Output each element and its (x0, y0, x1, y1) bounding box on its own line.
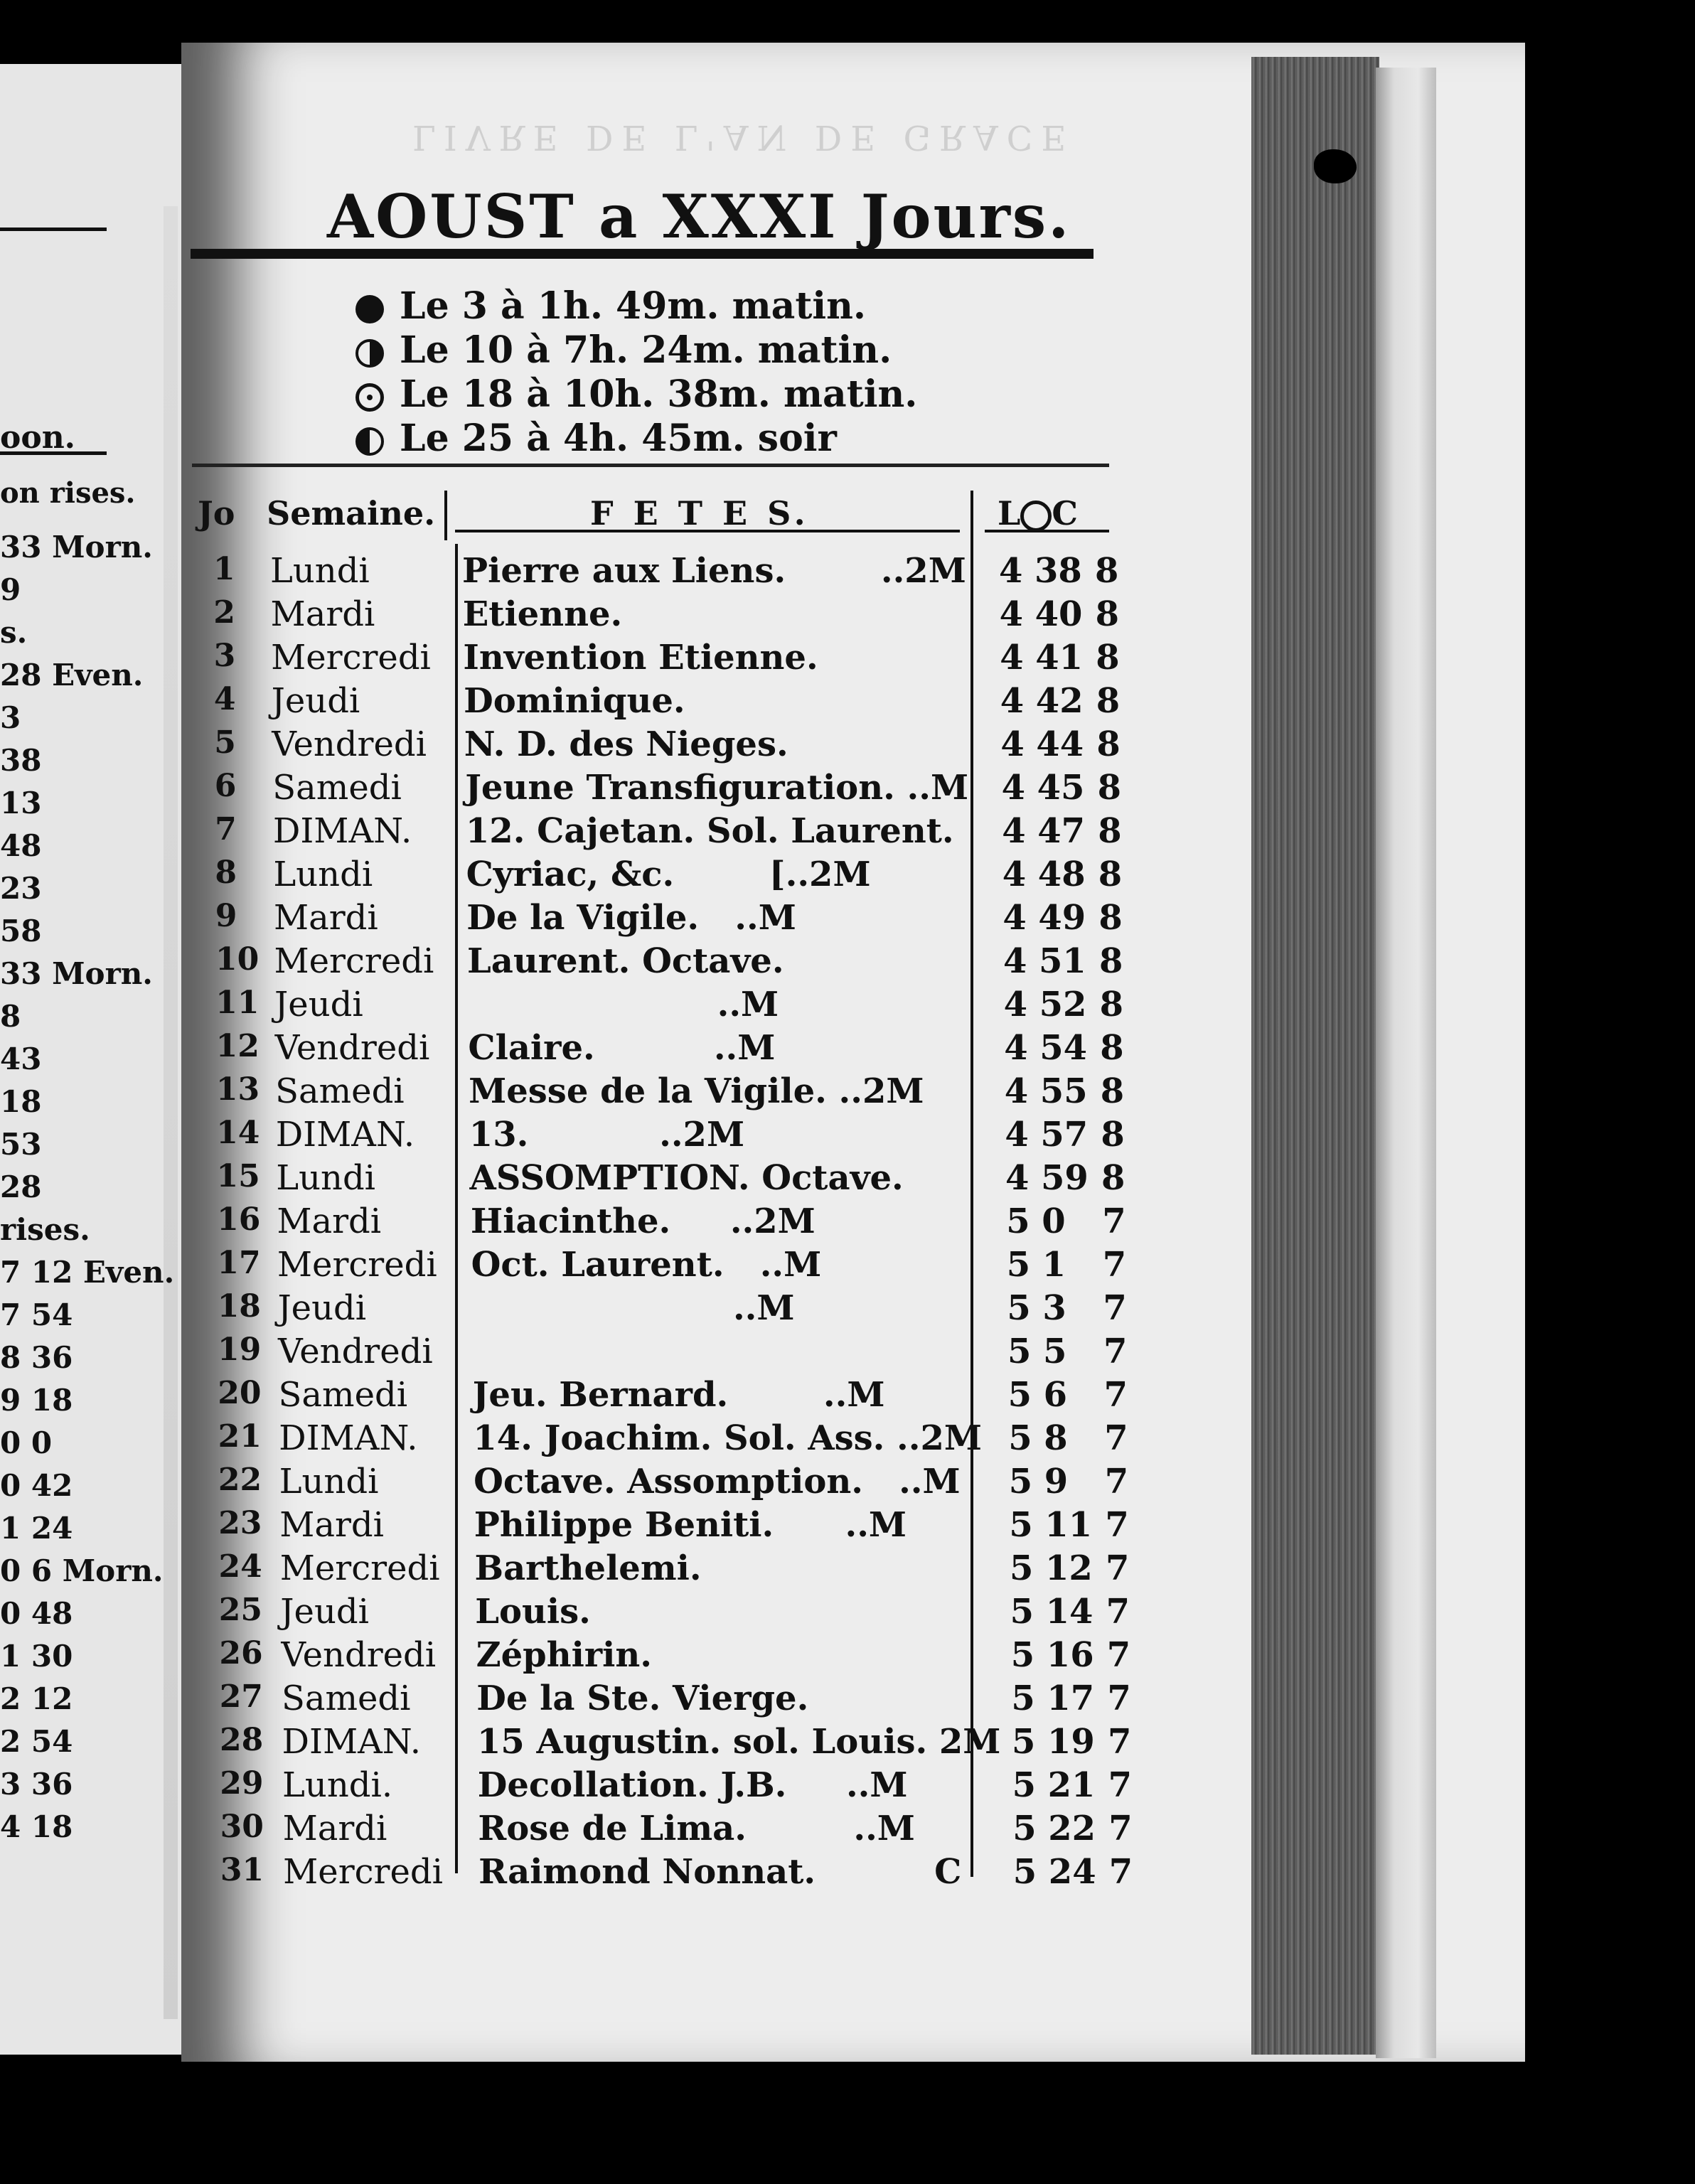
sunrise-hour: 5 (1012, 1765, 1036, 1805)
sunrise-hour: 5 (1006, 1201, 1030, 1241)
sunrise-hour: 5 (1007, 1288, 1031, 1328)
calendar-row (0, 1852, 1695, 1895)
sunrise-hour: 4 (1004, 1028, 1028, 1068)
day-number: 5 (214, 724, 236, 761)
calendar-row (0, 1505, 1695, 1548)
sunset-hour: 8 (1100, 1071, 1125, 1111)
calendar-row (0, 941, 1695, 984)
weekday-name: DIMAN. (272, 811, 412, 851)
week-column-header: Semaine. (267, 494, 436, 532)
sunset-hour: 7 (1108, 1809, 1133, 1848)
left-page-row: 7 54 (0, 1297, 73, 1332)
left-page-row: 8 (0, 999, 21, 1034)
sunset-hour: 8 (1096, 724, 1121, 764)
day-number: 4 (213, 681, 236, 717)
calendar-row (0, 681, 1695, 724)
weekday-name: Lundi. (282, 1765, 393, 1805)
weekday-name: Lundi (276, 1158, 376, 1198)
sunset-hour: 8 (1095, 551, 1119, 591)
sunrise-minute: 5 (1043, 1332, 1067, 1371)
left-page-row: 9 (0, 572, 21, 607)
sunset-hour: 7 (1108, 1722, 1132, 1762)
sunrise-minute: 24 (1048, 1852, 1096, 1892)
sunrise-hour: 4 (999, 551, 1023, 591)
sunrise-minute: 8 (1044, 1418, 1068, 1458)
sunrise-hour: 4 (1003, 941, 1027, 981)
sunrise-minute: 44 (1036, 724, 1084, 764)
moon-phase-full (355, 373, 917, 416)
day-number: 20 (218, 1375, 262, 1411)
sunrise-minute: 59 (1041, 1158, 1089, 1198)
calendar-row (0, 551, 1695, 594)
moon-phase-first-quarter (355, 328, 892, 372)
left-heading-rule (0, 451, 107, 455)
sunrise-hour: 5 (1009, 1505, 1033, 1545)
sunrise-minute: 6 (1043, 1375, 1067, 1415)
left-page-row: 43 (0, 1042, 42, 1076)
calendar-row (0, 1765, 1695, 1808)
weekday-name: Vendredi (274, 1028, 430, 1068)
day-number: 11 (215, 985, 260, 1021)
calendar-row (0, 1201, 1695, 1244)
day-number: 1 (213, 551, 235, 587)
feast-text: Pierre aux Liens. ..2M (462, 551, 966, 591)
first-quarter-icon (355, 339, 384, 368)
left-page-row: 58 (0, 914, 42, 948)
left-page-row: 1 24 (0, 1511, 73, 1546)
weekday-name: DIMAN. (279, 1418, 418, 1458)
sunset-hour: 7 (1104, 1418, 1128, 1458)
weekday-name: Vendredi (281, 1635, 437, 1675)
left-page-row: 28 (0, 1169, 42, 1204)
weekday-name: Samedi (275, 1071, 405, 1111)
sunrise-hour: 4 (999, 594, 1023, 634)
left-page-row: 0 42 (0, 1468, 73, 1503)
left-page-row: 53 (0, 1127, 42, 1162)
sunrise-minute: 47 (1037, 811, 1085, 851)
sunrise-hour: 5 (1010, 1592, 1034, 1632)
day-number: 27 (219, 1679, 263, 1715)
sunrise-hour: 5 (1007, 1375, 1032, 1415)
weekday-name: Mercredi (283, 1852, 443, 1892)
sunrise-hour: 4 (1000, 681, 1025, 721)
sunset-hour: 8 (1096, 638, 1120, 678)
feast-text: Jeune Transfiguration. ..M (465, 768, 969, 808)
calendar-row (0, 1375, 1695, 1418)
sunset-hour: 8 (1097, 768, 1121, 808)
left-page-row: 3 (0, 700, 21, 735)
sunset-hour: 8 (1098, 855, 1123, 894)
sunset-hour: 7 (1102, 1245, 1127, 1285)
day-number: 12 (215, 1028, 260, 1064)
weekday-name: Jeudi (274, 985, 363, 1024)
day-number: 23 (218, 1505, 262, 1541)
feast-text: Octave. Assomption. ..M (474, 1462, 961, 1502)
weekday-name: Jeudi (277, 1288, 367, 1328)
sunrise-hour: 4 (1000, 724, 1025, 764)
feast-text: 12. Cajetan. Sol. Laurent. (465, 811, 954, 851)
weekday-name: Mercredi (271, 638, 431, 678)
sunrise-hour: 5 (1010, 1548, 1034, 1588)
sunrise-minute: 57 (1040, 1115, 1089, 1155)
calendar-row (0, 1722, 1695, 1765)
sunrise-minute: 3 (1042, 1288, 1066, 1328)
sunset-hour: 7 (1104, 1462, 1129, 1502)
feast-text: 14. Joachim. Sol. Ass. ..2M (473, 1418, 983, 1458)
left-page-row: 1 30 (0, 1639, 73, 1674)
calendar-row (0, 724, 1695, 767)
left-page-row: 3 36 (0, 1767, 73, 1802)
new-moon-icon (355, 295, 384, 323)
calendar-row (0, 1332, 1695, 1374)
sunrise-hour: 5 (1011, 1679, 1035, 1718)
weekday-name: Mercredi (274, 941, 434, 981)
moon-phase-text: Le 10 à 7h. 24m. matin. (400, 328, 892, 372)
day-number: 2 (213, 594, 235, 631)
sunrise-minute: 12 (1045, 1548, 1093, 1588)
day-number: 7 (215, 811, 237, 847)
left-page-row: 23 (0, 871, 42, 906)
sunset-hour: 8 (1099, 941, 1123, 981)
calendar-row (0, 768, 1695, 810)
left-page-row: 33 Morn. (0, 530, 153, 564)
weekday-name: Jeudi (271, 681, 360, 721)
day-number: 14 (216, 1115, 260, 1151)
sunrise-hour: 5 (1012, 1809, 1037, 1848)
feast-text: ASSOMPTION. Octave. (469, 1158, 904, 1198)
left-page-row: 28 Even. (0, 658, 144, 692)
sunrise-minute: 49 (1038, 898, 1086, 938)
day-number: 25 (218, 1592, 263, 1628)
last-quarter-icon (355, 427, 384, 456)
weekday-name: Lundi (270, 551, 370, 591)
feast-text: Oct. Laurent. ..M (471, 1245, 822, 1285)
feast-text: Cyriac, &c. [..2M (466, 855, 871, 894)
sunrise-hour: 4 (1004, 1071, 1029, 1111)
sunset-hour: 7 (1106, 1635, 1131, 1675)
weekday-name: DIMAN. (275, 1115, 415, 1155)
sunrise-minute: 1 (1042, 1245, 1066, 1285)
sunset-hour: 7 (1108, 1765, 1132, 1805)
feast-text: Decollation. J.B. ..M (477, 1765, 908, 1805)
day-number: 29 (220, 1765, 264, 1802)
feast-text: 15 Augustin. sol. Louis. 2M (477, 1722, 1001, 1762)
calendar-row (0, 1158, 1695, 1201)
day-number: 22 (218, 1462, 262, 1498)
weekday-name: Samedi (272, 768, 402, 808)
sunrise-minute: 19 (1047, 1722, 1095, 1762)
sunrise-hour: 5 (1007, 1332, 1032, 1371)
left-page-row: 13 (0, 786, 42, 820)
sunset-hour: 7 (1107, 1679, 1131, 1718)
sunset-hour: 7 (1103, 1375, 1128, 1415)
sunrise-minute: 48 (1037, 855, 1086, 894)
calendar-row (0, 594, 1695, 637)
sun-header-rule (985, 530, 1109, 532)
day-number: 30 (220, 1809, 264, 1845)
moon-phase-text: Le 18 à 10h. 38m. matin. (400, 373, 918, 416)
sun-left-label: L (998, 494, 1021, 532)
feast-text: Barthelemi. (474, 1548, 702, 1588)
left-page-heading: oon. (0, 419, 76, 456)
sunrise-minute: 22 (1048, 1809, 1096, 1848)
day-number: 9 (215, 898, 237, 934)
sunrise-minute: 42 (1035, 681, 1084, 721)
weekday-name: Mardi (273, 898, 378, 938)
weekday-name: Lundi (279, 1462, 379, 1502)
sunrise-hour: 4 (1002, 855, 1027, 894)
sunrise-hour: 4 (1000, 638, 1024, 678)
calendar-row (0, 1679, 1695, 1721)
sunset-hour: 8 (1098, 811, 1122, 851)
day-number: 28 (220, 1722, 264, 1758)
feast-text: Invention Etienne. (463, 638, 818, 678)
day-number: 17 (217, 1245, 261, 1281)
table-top-rule (192, 464, 1109, 467)
sun-icon (1020, 500, 1052, 532)
weekday-name: Samedi (281, 1679, 411, 1718)
left-page-row: 33 Morn. (0, 956, 153, 991)
sunrise-minute: 17 (1047, 1679, 1095, 1718)
sunrise-minute: 54 (1039, 1028, 1087, 1068)
moon-phase-text: Le 3 à 1h. 49m. matin. (400, 284, 867, 328)
sunrise-hour: 5 (1008, 1418, 1032, 1458)
day-number: 10 (215, 941, 260, 978)
sunset-hour: 7 (1106, 1548, 1130, 1588)
feast-text: Hiacinthe. ..2M (470, 1201, 816, 1241)
left-page-row: 38 (0, 743, 42, 778)
header-divider (444, 491, 447, 540)
sunrise-minute: 9 (1044, 1462, 1069, 1502)
feast-text: 13. ..2M (469, 1115, 745, 1155)
sunset-hour: 8 (1098, 898, 1123, 938)
sunset-hour: 8 (1100, 1028, 1124, 1068)
moon-phase-text: Le 25 à 4h. 45m. soir (400, 417, 837, 460)
sunset-hour: 8 (1101, 1158, 1125, 1198)
feast-text: Rose de Lima. ..M (478, 1809, 915, 1848)
full-moon-icon (355, 383, 384, 412)
weekday-name: Mardi (279, 1505, 384, 1545)
weekday-name: DIMAN. (282, 1722, 421, 1762)
weekday-name: Mardi (282, 1809, 387, 1848)
sunrise-minute: 38 (1034, 551, 1082, 591)
sunrise-hour: 4 (1005, 1158, 1030, 1198)
sunrise-minute: 21 (1047, 1765, 1096, 1805)
feast-text: Raimond Nonnat. C (478, 1852, 962, 1892)
sunrise-hour: 5 (1012, 1852, 1037, 1892)
sunrise-minute: 41 (1035, 638, 1083, 678)
weekday-name: Mardi (270, 594, 375, 634)
sunset-hour: 7 (1108, 1852, 1133, 1892)
feast-text: ..M (471, 1288, 795, 1328)
day-number: 6 (214, 768, 237, 804)
feast-text: Jeu. Bernard. ..M (472, 1375, 885, 1415)
left-page-row: 0 0 (0, 1425, 53, 1460)
feast-text: N. D. des Nieges. (464, 724, 788, 764)
left-page-row: rises. (0, 1212, 90, 1247)
moon-phase-new (355, 284, 866, 328)
weekday-name: Samedi (278, 1375, 408, 1415)
sunset-hour: 8 (1099, 985, 1123, 1024)
sun-column-header (998, 494, 1078, 532)
weekday-name: Mardi (277, 1201, 382, 1241)
day-number: 15 (216, 1158, 260, 1194)
calendar-row (0, 1592, 1695, 1634)
sunset-hour: 8 (1096, 681, 1121, 721)
calendar-row (0, 1418, 1695, 1461)
sunrise-hour: 4 (1002, 811, 1026, 851)
sunset-hour: 7 (1106, 1592, 1130, 1632)
sunrise-minute: 16 (1046, 1635, 1094, 1675)
left-page-row: 2 54 (0, 1724, 73, 1759)
sunset-hour: 7 (1105, 1505, 1129, 1545)
calendar-row (0, 811, 1695, 854)
calendar-row (0, 898, 1695, 941)
title-rule (191, 249, 1094, 259)
sunrise-minute: 51 (1039, 941, 1086, 981)
left-page-row: 0 6 Morn. (0, 1553, 164, 1588)
day-number: 24 (218, 1548, 262, 1585)
page-title: AOUST a XXXI Jours. (327, 181, 1071, 252)
calendar-row (0, 1288, 1695, 1331)
weekday-name: Mercredi (277, 1245, 437, 1285)
day-number: 26 (219, 1635, 263, 1671)
sunset-hour: 7 (1103, 1332, 1128, 1371)
calendar-row (0, 1635, 1695, 1678)
feast-text: Messe de la Vigile. ..2M (469, 1071, 924, 1111)
sunrise-hour: 5 (1006, 1245, 1031, 1285)
moon-phase-last-quarter (355, 417, 837, 460)
sunrise-minute: 52 (1039, 985, 1087, 1024)
sunrise-hour: 4 (1002, 898, 1027, 938)
sunrise-hour: 4 (1003, 985, 1027, 1024)
calendar-row (0, 855, 1695, 897)
feast-text: De la Ste. Vierge. (476, 1679, 809, 1718)
sunrise-hour: 4 (1005, 1115, 1029, 1155)
weekday-name: Vendredi (272, 724, 427, 764)
sunrise-hour: 5 (1010, 1635, 1035, 1675)
weekday-name: Vendredi (278, 1332, 433, 1371)
ink-blot (1314, 149, 1357, 183)
day-number: 16 (217, 1201, 261, 1238)
feast-text: Dominique. (464, 681, 685, 721)
day-number: 13 (215, 1071, 260, 1108)
day-number: 18 (217, 1288, 261, 1324)
sunrise-hour: 4 (1001, 768, 1025, 808)
day-number: 19 (218, 1332, 262, 1368)
calendar-row (0, 1809, 1695, 1851)
feast-text: Louis. (475, 1592, 591, 1632)
left-page-row: 8 36 (0, 1340, 73, 1375)
sunrise-hour: 5 (1008, 1462, 1033, 1502)
calendar-row (0, 1028, 1695, 1071)
sunrise-minute: 0 (1042, 1201, 1066, 1241)
left-page-row: s. (0, 615, 28, 650)
show-through-text: LIVRE DE L'AN DE GRACE (412, 117, 1075, 157)
feasts-column-header: F E T E S. (590, 494, 810, 532)
calendar-row (0, 638, 1695, 680)
feasts-header-rule (455, 530, 960, 532)
day-number: 21 (218, 1418, 262, 1455)
sunset-hour: 8 (1095, 594, 1119, 634)
day-number: 3 (213, 638, 236, 674)
sunrise-minute: 45 (1037, 768, 1085, 808)
sunrise-hour: 5 (1012, 1722, 1036, 1762)
calendar-row (0, 1548, 1695, 1591)
sunrise-minute: 40 (1034, 594, 1083, 634)
left-page-row: 48 (0, 828, 42, 863)
left-column-header: on rises. (0, 476, 136, 510)
feast-text: Claire. ..M (468, 1028, 776, 1068)
sunset-hour: 8 (1101, 1115, 1125, 1155)
day-number: 8 (215, 855, 237, 891)
feast-text: Laurent. Octave. (467, 941, 784, 981)
left-page-row: 0 48 (0, 1596, 73, 1631)
left-page-row: 2 12 (0, 1681, 73, 1716)
sunset-hour: 7 (1102, 1201, 1126, 1241)
weekday-name: Lundi (273, 855, 373, 894)
left-top-rule (0, 228, 107, 231)
weekday-name: Jeudi (280, 1592, 369, 1632)
sun-right-label: C (1052, 494, 1078, 532)
sunrise-minute: 55 (1039, 1071, 1088, 1111)
feast-text: Philippe Beniti. ..M (474, 1505, 907, 1545)
calendar-row (0, 1462, 1695, 1504)
left-page-row: 7 12 Even. (0, 1255, 175, 1290)
calendar-row (0, 985, 1695, 1027)
calendar-row (0, 1071, 1695, 1114)
day-number: 31 (220, 1852, 264, 1888)
feast-text: Etienne. (462, 594, 623, 634)
left-page-row: 9 18 (0, 1383, 73, 1418)
feast-text: Zéphirin. (476, 1635, 652, 1675)
sunrise-minute: 11 (1044, 1505, 1093, 1545)
sunset-hour: 7 (1103, 1288, 1127, 1328)
day-column-header: Jo (198, 494, 235, 532)
weekday-name: Mercredi (279, 1548, 440, 1588)
calendar-row (0, 1115, 1695, 1157)
left-page-row: 4 18 (0, 1809, 73, 1844)
calendar-row (0, 1245, 1695, 1288)
feast-text: De la Vigile. ..M (466, 898, 796, 938)
sunrise-minute: 14 (1045, 1592, 1094, 1632)
feast-text: ..M (467, 985, 779, 1024)
left-page-row: 18 (0, 1084, 42, 1119)
